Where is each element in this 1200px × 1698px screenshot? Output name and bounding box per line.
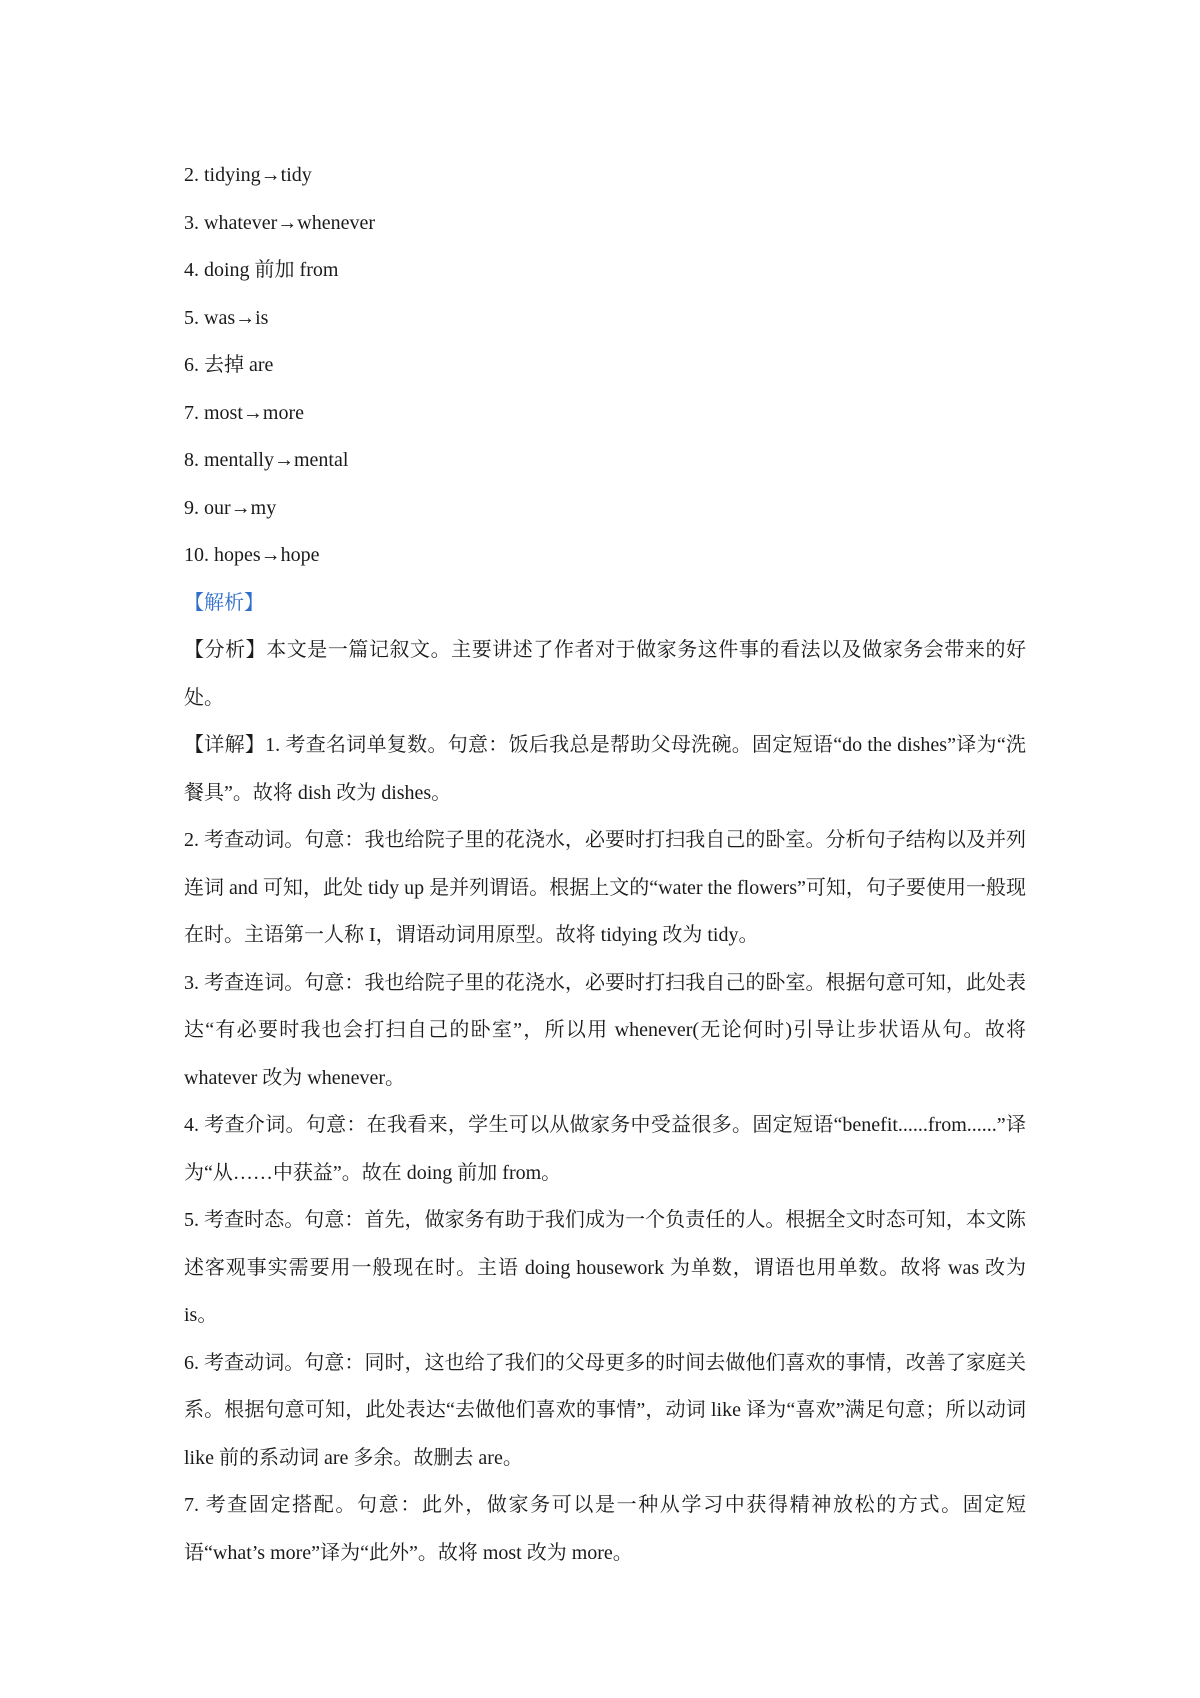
section-label-analysis: 【解析】 [184, 591, 264, 614]
analysis-detail-7: 7. 考查固定搭配。句意：此外，做家务可以是一种从学习中获得精神放松的方式。固定短语“what’s more”译为“此外”。故将 most 改为 more。 [184, 1494, 1026, 1564]
analysis-detail-1: 【详解】1. 考查名词单复数。句意：饭后我总是帮助父母洗碗。固定短语“do the dishes”译为“洗餐具”。故将 dish 改为 dishes。 [184, 734, 1026, 804]
answer-item: 3. whatever→whenever [184, 211, 376, 234]
answer-item: 6. 去掉 are [184, 354, 274, 376]
answer-item: 9. our→my [184, 496, 277, 519]
answer-item: 2. tidying→tidy [184, 164, 312, 186]
analysis-detail-2: 2. 考查动词。句意：我也给院子里的花浇水，必要时打扫我自己的卧室。分析句子结构以及并列连词 and 可知，此处 tidy up 是并列谓语。根据上文的“water the flowers”可知，句子要使用一般现在时。主语第一人称 I，谓语动词用原型。故将 tidying 改为 tidy。 [184, 829, 1026, 946]
answer-item: 7. most→more [184, 401, 304, 424]
answer-item: 8. mentally→mental [184, 449, 349, 471]
analysis-detail-6: 6. 考查动词。句意：同时，这也给了我们的父母更多的时间去做他们喜欢的事情，改善了家庭关系。根据句意可知，此处表达“去做他们喜欢的事情”，动词 like 译为“喜欢”满足句意；所以动词 like 前的系动词 are 多余。故删去 are。 [184, 1351, 1026, 1469]
analysis-detail-4: 4. 考查介词。句意：在我看来，学生可以从做家务中受益很多。固定短语“benefit......from......”译为“从……中获益”。故在 doing 前加 from。 [184, 1114, 1026, 1184]
answer-item: 10. hopes→hope [184, 544, 320, 566]
answer-item: 5. was→is [184, 306, 269, 329]
analysis-summary: 【分析】本文是一篇记叙文。主要讲述了作者对于做家务这件事的看法以及做家务会带来的好处。 [184, 639, 1026, 709]
analysis-detail-5: 5. 考查时态。句意：首先，做家务有助于我们成为一个负责任的人。根据全文时态可知，本文陈述客观事实需要用一般现在时。主语 doing housework 为单数，谓语也用单数。故将 was 改为 is。 [184, 1209, 1026, 1326]
document-page [184, 152, 1026, 1577]
analysis-detail-3: 3. 考查连词。句意：我也给院子里的花浇水，必要时打扫我自己的卧室。根据句意可知，此处表达“有必要时我也会打扫自己的卧室”，所以用 whenever(无论何时)引导让步状语从句。故将 whatever 改为 whenever。 [184, 971, 1026, 1089]
answer-item: 4. doing 前加 from [184, 259, 339, 281]
